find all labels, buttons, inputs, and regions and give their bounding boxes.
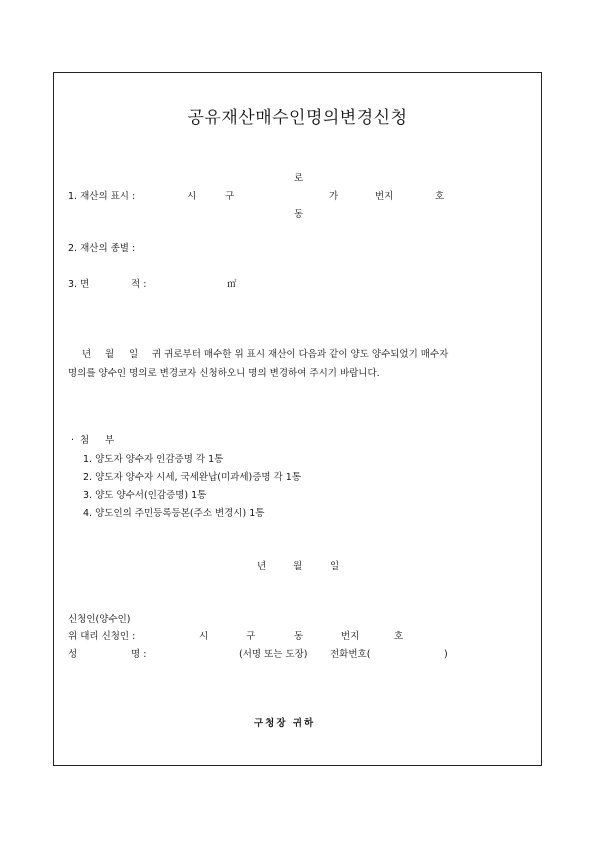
document-title: 공유재산매수인명의변경신청 (187, 108, 408, 128)
property-type-label: 2. 재산의 종별 : (68, 243, 136, 254)
applicant-dong: 동 (294, 631, 304, 642)
ho-label: 호 (435, 191, 445, 202)
body-line2: 명의를 양수인 명의로 변경코자 신청하오니 명의 변경하여 주시기 바랍니다. (68, 368, 380, 379)
name-label-b: 명 : (131, 649, 147, 660)
ro-label: 로 (294, 173, 304, 184)
body-month: 월 (105, 349, 115, 360)
applicant-heading: 신청인(양수인) (68, 614, 131, 625)
area-label-rest: 적 : (131, 279, 147, 290)
attach-header-b: 부 (105, 435, 115, 446)
phone-label: 전화번호( (330, 649, 371, 660)
applicant-beonji: 번지 (341, 631, 360, 642)
attach-item: 2. 양도자 양수자 시세, 국세완납(미과세)증명 각 1통 (83, 472, 302, 483)
body-day: 일 (129, 349, 139, 360)
recipient: 구청장 귀하 (254, 718, 316, 729)
date-year: 년 (257, 561, 267, 572)
beonji-label: 번지 (375, 191, 394, 202)
attach-bullet: · (71, 435, 75, 446)
ga-label: 가 (329, 191, 339, 202)
gu-label: 구 (225, 191, 235, 202)
si-label: 시 (187, 191, 197, 202)
applicant-gu: 구 (246, 631, 256, 642)
agent-address-label: 위 대리 신청인 : (68, 631, 136, 642)
attach-header-a: 첨 (80, 435, 90, 446)
area-label-number: 3. 면 (68, 279, 90, 290)
attach-item: 3. 양도 양수서(인감증명) 1통 (83, 490, 207, 501)
applicant-ho: 호 (394, 631, 404, 642)
attach-item: 1. 양도자 양수자 인감증명 각 1통 (83, 454, 224, 465)
phone-close: ) (444, 649, 448, 660)
name-label-a: 성 (68, 649, 78, 660)
body-year: 년 (82, 349, 92, 360)
property-display-label: 1. 재산의 표시 : (68, 191, 136, 202)
body-line1: 귀 귀로부터 매수한 위 표시 재산이 다음과 같이 양도 양수되었기 매수자 (152, 349, 449, 360)
applicant-si: 시 (199, 631, 209, 642)
attach-item: 4. 양도인의 주민등록등본(주소 변경시) 1통 (83, 508, 265, 519)
dong-label: 동 (294, 209, 304, 220)
signature-note: (서명 또는 도장) (239, 649, 308, 660)
date-month: 월 (293, 561, 303, 572)
date-day: 일 (330, 561, 340, 572)
area-unit: ㎡ (227, 279, 237, 290)
